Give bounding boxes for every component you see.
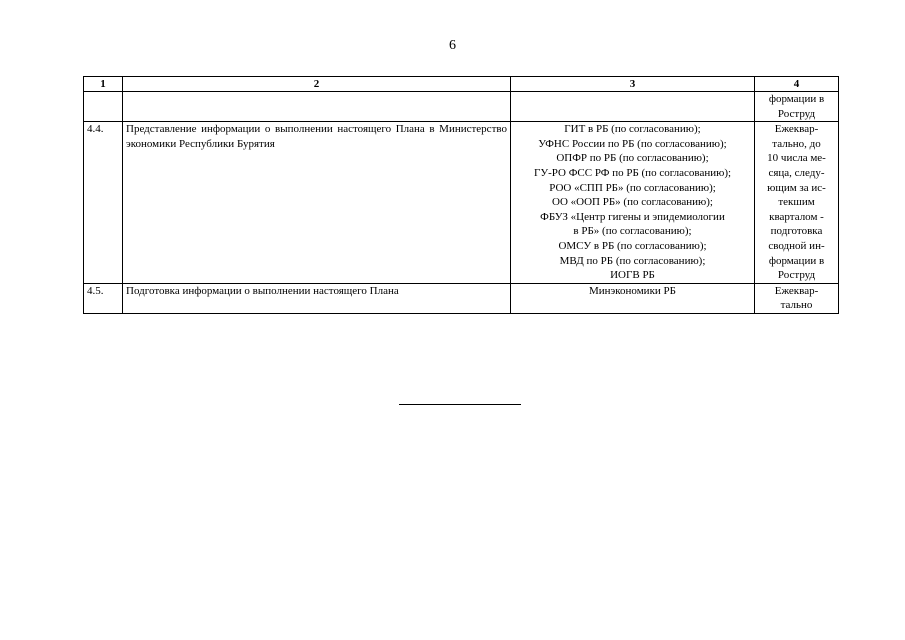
responsible-line: в РБ» (по согласованию);	[573, 225, 692, 238]
term-line: сводной ин-	[768, 239, 825, 252]
term-line: сяца, следу-	[768, 166, 825, 179]
term-line: ющим за ис-	[767, 181, 826, 194]
term-line: Ежеквар-	[774, 123, 819, 136]
term-line: Ежеквар-	[774, 284, 819, 297]
continuation-num-cell	[84, 92, 123, 122]
continuation-term-cell	[755, 92, 839, 122]
responsible-line: ГИТ в РБ (по согласованию);	[564, 123, 701, 136]
row-responsible	[511, 122, 755, 284]
term-line: текшим	[778, 196, 815, 209]
term-line: формации в	[768, 254, 825, 267]
responsible-line: ОПФР по РБ (по согласованию);	[556, 152, 709, 165]
continuation-responsible-cell	[511, 92, 755, 122]
responsible-line: ОМСУ в РБ (по согласованию);	[558, 239, 707, 252]
row-description: Подготовка информации о выполнении настоящего Плана	[123, 283, 511, 313]
term-line: тально, до	[772, 137, 821, 150]
table-row	[84, 283, 839, 313]
column-header-2: 2	[123, 77, 511, 92]
responsible-line: УФНС России по РБ (по согласованию);	[538, 137, 727, 150]
term-line: 10 числа ме-	[767, 152, 826, 165]
term-line: Роструд	[777, 269, 816, 282]
continuation-row	[84, 92, 839, 122]
table-row	[84, 122, 839, 284]
responsible-line: ГУ-РО ФСС РФ по РБ (по согласованию);	[533, 166, 732, 179]
responsible-line: МВД по РБ (по согласованию);	[559, 254, 706, 267]
row-responsible	[511, 283, 755, 313]
term-line: кварталом -	[769, 210, 824, 223]
responsible-line: ОО «ООП РБ» (по согласованию);	[552, 196, 713, 209]
page-number: 6	[449, 38, 456, 53]
continuation-description-cell	[123, 92, 511, 122]
row-number: 4.4.	[84, 122, 123, 284]
term-line: подготовка	[770, 225, 823, 238]
plan-table	[83, 76, 839, 314]
responsible-line: РОО «СПП РБ» (по согласованию);	[549, 181, 716, 194]
row-number: 4.5.	[84, 283, 123, 313]
row-term	[755, 122, 839, 284]
end-separator-line	[399, 404, 521, 405]
header-row	[84, 77, 839, 92]
row-description: Представление информации о выполнении настоящего Плана в Министерство экономики Республики Бурятия	[123, 122, 511, 284]
term-line: Роструд	[777, 107, 816, 120]
column-header-1: 1	[84, 77, 123, 92]
column-header-4: 4	[755, 77, 839, 92]
column-header-3: 3	[511, 77, 755, 92]
term-line: формации в	[768, 93, 825, 105]
term-line: тально	[780, 299, 813, 312]
row-term	[755, 283, 839, 313]
responsible-line: ИОГВ РБ	[610, 269, 655, 282]
responsible-line: ФБУЗ «Центр гигены и эпидемиологии	[540, 210, 725, 223]
responsible-line: Минэкономики РБ	[588, 284, 676, 297]
